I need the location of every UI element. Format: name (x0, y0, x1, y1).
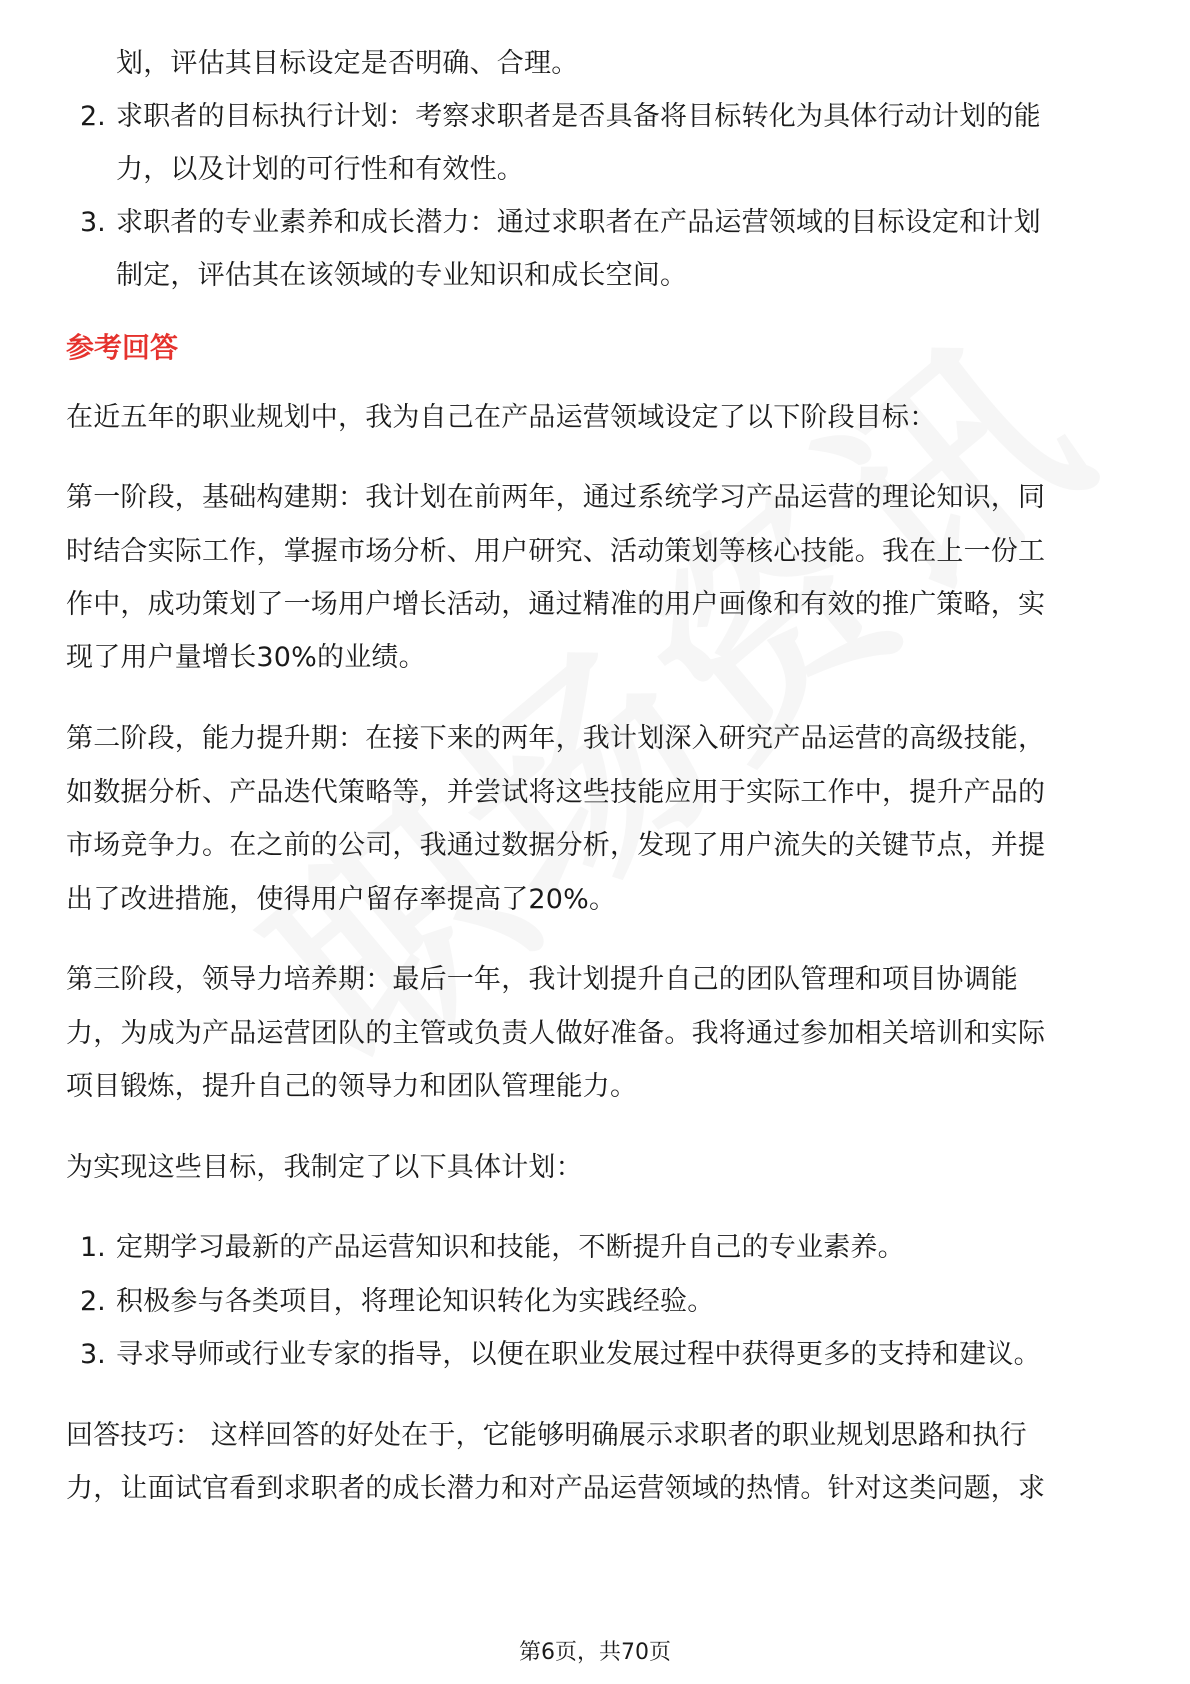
stage2-line4: 出了改进措施，使得用户留存率提高了20%。 (66, 884, 617, 915)
plan-intro: 为实现这些目标，我制定了以下具体计划： (66, 1152, 583, 1183)
plan-item3-text: 寻求导师或行业专家的指导，以便在职业发展过程中获得更多的支持和建议。 (116, 1339, 1041, 1370)
plan-item3-number: 3. (80, 1339, 106, 1370)
stage3-line3: 项目锻炼，提升自己的领导力和团队管理能力。 (66, 1071, 638, 1102)
criteria-item3-line1: 求职者的专业素养和成长潜力：通过求职者在产品运营领域的目标设定和计划 (116, 207, 1041, 238)
stage1-line2: 时结合实际工作，掌握市场分析、用户研究、活动策划等核心技能。我在上一份工 (66, 536, 1046, 567)
plan-item1-number: 1. (80, 1232, 106, 1263)
stage3-line2: 力，为成为产品运营团队的主管或负责人做好准备。我将通过参加相关培训和实际 (66, 1018, 1046, 1049)
answer-intro: 在近五年的职业规划中，我为自己在产品运营领域设定了以下阶段目标： (66, 402, 937, 433)
stage1-line1: 第一阶段，基础构建期：我计划在前两年，通过系统学习产品运营的理论知识，同 (66, 482, 1046, 513)
page-number-footer: 第6页，共70页 (519, 1640, 671, 1665)
plan-item2-text: 积极参与各类项目，将理论知识转化为实践经验。 (116, 1286, 715, 1317)
stage3-line1: 第三阶段，领导力培养期：最后一年，我计划提升自己的团队管理和项目协调能 (66, 964, 1018, 995)
criteria-item2-line2: 力，以及计划的可行性和有效性。 (116, 154, 524, 185)
stage1-line4: 现了用户量增长30%的业绩。 (66, 642, 426, 673)
tips-line1: 回答技巧： 这样回答的好处在于，它能够明确展示求职者的职业规划思路和执行 (66, 1420, 1027, 1451)
criteria-item2-line1: 求职者的目标执行计划：考察求职者是否具备将目标转化为具体行动计划的能 (116, 101, 1041, 132)
stage2-line2: 如数据分析、产品迭代策略等，并尝试将这些技能应用于实际工作中，提升产品的 (66, 777, 1046, 808)
stage1-line3: 作中，成功策划了一场用户增长活动，通过精准的用户画像和有效的推广策略，实 (66, 589, 1046, 620)
criteria-item3-line2: 制定，评估其在该领域的专业知识和成长空间。 (116, 260, 688, 291)
plan-item1-text: 定期学习最新的产品运营知识和技能，不断提升自己的专业素养。 (116, 1232, 905, 1263)
tips-line2: 力，让面试官看到求职者的成长潜力和对产品运营领域的热情。针对这类问题，求 (66, 1473, 1046, 1504)
stage2-line1: 第二阶段，能力提升期：在接下来的两年，我计划深入研究产品运营的高级技能， (66, 723, 1046, 754)
criteria-item3-number: 3. (80, 207, 106, 238)
criteria-item2-number: 2. (80, 101, 106, 132)
stage2-line3: 市场竞争力。在之前的公司，我通过数据分析，发现了用户流失的关键节点，并提 (66, 830, 1046, 861)
criteria-item1-continuation: 划，评估其目标设定是否明确、合理。 (116, 48, 579, 79)
section-heading-answer: 参考回答 (66, 331, 179, 364)
plan-item2-number: 2. (80, 1286, 106, 1317)
